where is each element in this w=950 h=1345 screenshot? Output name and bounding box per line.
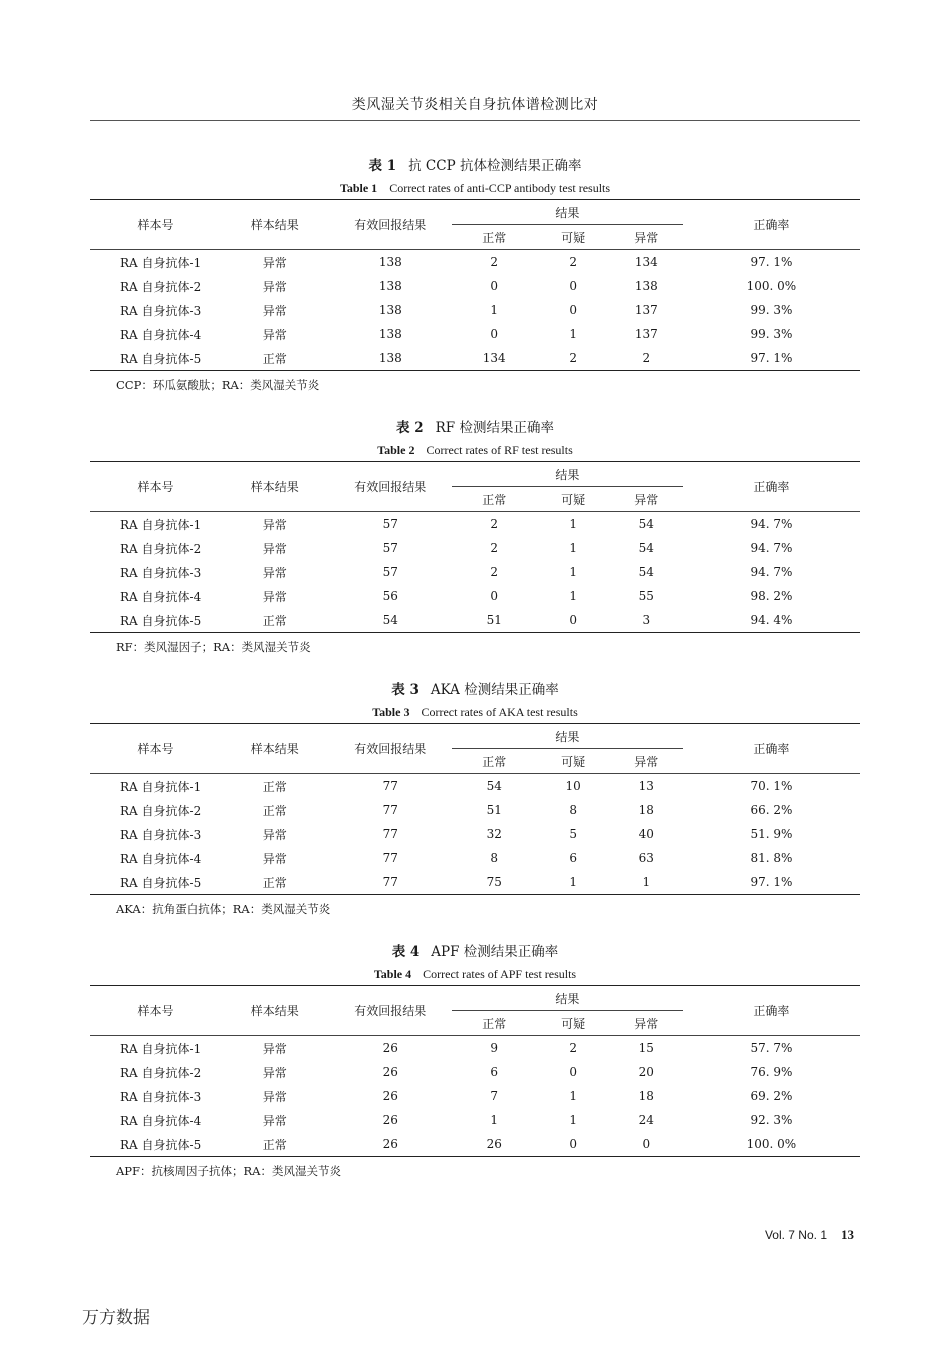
col-accuracy: 正确率 [683, 724, 860, 774]
col-valid-results: 有效回报结果 [329, 462, 452, 512]
table-cell: 2 [490, 255, 499, 269]
table-cell: 0 [490, 589, 499, 603]
table-footnote: CCP：环瓜氨酸肽；RA：类风湿关节炎 [116, 378, 320, 392]
table-cell: 0 [569, 303, 577, 317]
table-cell: 97. 1% [750, 255, 793, 269]
table-row [90, 1084, 860, 1108]
results-table [90, 461, 860, 633]
table-cell: 76. 9% [750, 1065, 793, 1079]
table-cell: 54 [638, 517, 654, 531]
table-header-row [90, 724, 860, 749]
table-title-cn: RF 检测结果正确率 [435, 420, 554, 436]
results-table [90, 723, 860, 895]
table-cell: 8 [490, 851, 499, 865]
table-caption-cn [90, 679, 860, 701]
table-cell: 70. 1% [750, 779, 793, 793]
table-cell: 26 [382, 1113, 398, 1127]
table-cell: 0 [490, 327, 499, 341]
table-cell: 7 [490, 1089, 499, 1103]
table-cell: RA 自身抗体-5 [90, 608, 221, 633]
table-cell: 异常 [262, 1089, 287, 1104]
col-doubtful: 可疑 [537, 225, 610, 250]
table-cell: 2 [610, 346, 683, 371]
table-cell: RA 自身抗体-3 [120, 827, 202, 842]
table-row [90, 274, 860, 298]
table-caption-en [90, 177, 860, 199]
table-cell: 57. 7% [750, 1041, 793, 1055]
table-cell: 1 [569, 541, 577, 555]
table-cell: 0 [610, 1132, 683, 1157]
table-title-cn: APF 检测结果正确率 [431, 944, 559, 960]
table-cell: 26 [382, 1065, 398, 1079]
table-cell: 75 [452, 870, 537, 895]
col-sample-no: 样本号 [90, 462, 221, 512]
table-cell: 异常 [262, 827, 287, 842]
table-label-cn: 表 2 [396, 420, 424, 436]
table-cell: 异常 [262, 1041, 287, 1056]
table-row [90, 322, 860, 346]
table-caption-cn [90, 941, 860, 963]
table-cell: RA 自身抗体-4 [120, 589, 202, 604]
col-doubtful: 可疑 [537, 487, 610, 512]
running-header: 类风湿关节炎相关自身抗体谱检测比对 [351, 97, 599, 113]
table-title-en: Correct rates of APF test results [423, 967, 577, 981]
table-cell: 异常 [262, 517, 287, 532]
table-cell: RA 自身抗体-2 [120, 1065, 202, 1080]
table-cell: 3 [610, 608, 683, 633]
col-sample-no: 样本号 [90, 986, 221, 1036]
table-cell: 138 [378, 255, 402, 269]
table-cell: 6 [490, 1065, 499, 1079]
table-cell: 15 [638, 1041, 654, 1055]
table-cell: 8 [569, 803, 577, 817]
table-cell: RA 自身抗体-1 [120, 255, 202, 270]
table-row [90, 774, 860, 799]
table-cell: RA 自身抗体-3 [120, 565, 202, 580]
table-cell: 2 [490, 541, 499, 555]
table-cell: 正常 [221, 870, 329, 895]
col-sample-no: 样本号 [90, 200, 221, 250]
page-footer [765, 1227, 854, 1243]
table-footnote: RF：类风湿因子；RA：类风湿关节炎 [116, 640, 311, 654]
table-cell: 24 [638, 1113, 654, 1127]
results-table [90, 985, 860, 1157]
table-row [90, 346, 860, 371]
table-caption-cn [90, 417, 860, 439]
table-cell: 77 [382, 803, 398, 817]
table-cell: 0 [537, 1132, 610, 1157]
table-title-en: Correct rates of RF test results [426, 443, 573, 457]
table-cell: 异常 [262, 589, 287, 604]
table-row [90, 798, 860, 822]
table-cell: 77 [382, 851, 398, 865]
table-cell: 异常 [262, 279, 287, 294]
table-cell: 138 [378, 303, 402, 317]
table-label-en: Table 2 [377, 443, 415, 457]
table-cell: 异常 [262, 565, 287, 580]
table-cell: 138 [634, 279, 658, 293]
table-cell: 54 [638, 565, 654, 579]
table-label-cn: 表 4 [391, 944, 420, 960]
table-cell: 137 [634, 327, 658, 341]
table-cell: 正常 [221, 346, 329, 371]
table-cell: 1 [569, 1089, 577, 1103]
table-cell: 异常 [262, 1065, 287, 1080]
table-cell: 57 [382, 517, 398, 531]
table-cell: 异常 [262, 303, 287, 318]
table-cell: 69. 2% [750, 1089, 793, 1103]
table-cell: 异常 [262, 1113, 287, 1128]
col-group-results: 结果 [452, 462, 683, 487]
table-title-en: Correct rates of AKA test results [421, 705, 578, 719]
table-cell: RA 自身抗体-3 [120, 1089, 202, 1104]
table-cell: RA 自身抗体-4 [120, 851, 202, 866]
table-caption-en [90, 701, 860, 723]
table-cell: 10 [565, 779, 581, 793]
col-doubtful: 可疑 [537, 749, 610, 774]
col-doubtful: 可疑 [537, 1011, 610, 1036]
table-title-cn: 抗 CCP 抗体检测结果正确率 [408, 158, 582, 174]
table-cell: 异常 [262, 851, 287, 866]
table-cell: 138 [329, 346, 452, 371]
table-cell: 0 [569, 279, 577, 293]
table-row [90, 512, 860, 537]
table-cell: 6 [569, 851, 577, 865]
table-cell: 2 [490, 517, 499, 531]
table-row [90, 536, 860, 560]
table-cell: 94. 7% [750, 565, 793, 579]
table-title-en: Correct rates of anti-CCP antibody test results [389, 181, 611, 195]
col-sample-result: 样本结果 [221, 986, 329, 1036]
watermark-text: 万方数据 [82, 1308, 150, 1328]
table-cell: 18 [638, 803, 654, 817]
table-cell: 1 [569, 517, 577, 531]
table-cell: 1 [569, 327, 577, 341]
table-cell: 134 [452, 346, 537, 371]
volume-label: Vol. 7 No. 1 [764, 1228, 827, 1242]
table-cell: 0 [569, 1065, 577, 1079]
col-accuracy: 正确率 [683, 200, 860, 250]
table-cell: 1 [569, 565, 577, 579]
table-cell: 异常 [262, 255, 287, 270]
table-label-en: Table 4 [373, 967, 412, 981]
col-normal: 正常 [452, 1011, 537, 1036]
col-valid-results: 有效回报结果 [329, 724, 452, 774]
col-group-results: 结果 [452, 724, 683, 749]
table-row [90, 584, 860, 608]
table-cell: 54 [638, 541, 654, 555]
table-cell: 100. 0% [683, 1132, 860, 1157]
table-cell: 56 [382, 589, 398, 603]
col-normal: 正常 [452, 749, 537, 774]
table-label-en: Table 1 [339, 181, 378, 195]
table-cell: 97. 1% [683, 346, 860, 371]
col-valid-results: 有效回报结果 [329, 200, 452, 250]
table-label-cn: 表 1 [368, 158, 397, 174]
table-cell: 99. 3% [750, 303, 793, 317]
table-row [90, 560, 860, 584]
table-cell: 51 [486, 803, 502, 817]
table-block-4 [90, 941, 860, 1179]
table-cell: 9 [490, 1041, 499, 1055]
table-row [90, 870, 860, 895]
table-cell: 57 [382, 541, 398, 555]
table-cell: 26 [382, 1041, 398, 1055]
table-cell: RA 自身抗体-4 [120, 1113, 202, 1128]
table-cell: RA 自身抗体-2 [120, 803, 202, 818]
col-valid-results: 有效回报结果 [329, 986, 452, 1036]
table-cell: 13 [638, 779, 654, 793]
table-cell: 138 [378, 279, 402, 293]
table-row [90, 608, 860, 633]
table-row [90, 298, 860, 322]
table-cell: 55 [638, 589, 654, 603]
table-cell: 2 [537, 346, 610, 371]
table-cell: 77 [382, 779, 398, 793]
results-table [90, 199, 860, 371]
table-cell: 26 [452, 1132, 537, 1157]
table-row [90, 1036, 860, 1061]
table-block-2 [90, 417, 860, 655]
table-row [90, 250, 860, 275]
table-cell: 正常 [262, 779, 287, 794]
table-cell: 77 [382, 827, 398, 841]
table-cell: 异常 [262, 541, 287, 556]
table-cell: 77 [329, 870, 452, 895]
table-caption-en [90, 439, 860, 461]
table-cell: 26 [382, 1089, 398, 1103]
table-header-row [90, 200, 860, 225]
table-cell: 99. 3% [750, 327, 793, 341]
table-header-row [90, 986, 860, 1011]
table-cell: 57 [382, 565, 398, 579]
table-cell: 138 [378, 327, 402, 341]
table-row [90, 822, 860, 846]
header-rule [90, 120, 860, 121]
table-cell: 18 [638, 1089, 654, 1103]
col-group-results: 结果 [452, 986, 683, 1011]
table-caption-en [90, 963, 860, 985]
table-block-1 [90, 155, 860, 393]
table-footnote: APF：抗核周因子抗体；RA：类风湿关节炎 [116, 1164, 341, 1178]
table-cell: 20 [638, 1065, 654, 1079]
table-cell: 63 [638, 851, 654, 865]
table-row [90, 846, 860, 870]
table-cell: 0 [490, 279, 499, 293]
col-group-results: 结果 [452, 200, 683, 225]
table-footnote: AKA：抗角蛋白抗体；RA：类风湿关节炎 [116, 902, 331, 916]
table-cell: 51. 9% [750, 827, 793, 841]
table-cell: RA 自身抗体-5 [90, 1132, 221, 1157]
table-cell: 54 [486, 779, 502, 793]
table-cell: RA 自身抗体-2 [120, 279, 202, 294]
table-cell: 2 [569, 1041, 577, 1055]
table-block-3 [90, 679, 860, 917]
table-cell: 5 [569, 827, 577, 841]
table-cell: 1 [490, 303, 499, 317]
table-cell: 异常 [262, 327, 287, 342]
table-cell: 1 [490, 1113, 499, 1127]
table-caption-cn [90, 155, 860, 177]
table-cell: 98. 2% [750, 589, 793, 603]
page-number: 13 [841, 1227, 854, 1242]
table-title-cn: AKA 检测结果正确率 [430, 682, 559, 698]
col-abnormal: 异常 [610, 487, 683, 512]
col-abnormal: 异常 [610, 1011, 683, 1036]
col-accuracy: 正确率 [683, 986, 860, 1036]
table-cell: 54 [329, 608, 452, 633]
table-cell: 26 [329, 1132, 452, 1157]
table-cell: 100. 0% [746, 279, 797, 293]
table-cell: 正常 [221, 1132, 329, 1157]
table-cell: 32 [486, 827, 502, 841]
table-cell: 2 [569, 255, 577, 269]
table-cell: 94. 4% [683, 608, 860, 633]
col-sample-result: 样本结果 [221, 462, 329, 512]
col-normal: 正常 [452, 225, 537, 250]
table-cell: 94. 7% [750, 541, 793, 555]
table-cell: 正常 [221, 608, 329, 633]
col-normal: 正常 [452, 487, 537, 512]
table-cell: RA 自身抗体-1 [120, 1041, 202, 1056]
table-cell: RA 自身抗体-1 [120, 779, 202, 794]
table-cell: RA 自身抗体-1 [120, 517, 202, 532]
table-label-cn: 表 3 [391, 682, 419, 698]
table-row [90, 1108, 860, 1132]
table-cell: 92. 3% [750, 1113, 793, 1127]
table-cell: RA 自身抗体-3 [120, 303, 202, 318]
table-cell: RA 自身抗体-5 [90, 870, 221, 895]
table-row [90, 1060, 860, 1084]
table-cell: 1 [537, 870, 610, 895]
table-cell: 81. 8% [750, 851, 793, 865]
table-cell: 0 [537, 608, 610, 633]
table-cell: 134 [634, 255, 658, 269]
table-cell: 97. 1% [683, 870, 860, 895]
table-label-en: Table 3 [372, 705, 410, 719]
table-cell: 66. 2% [750, 803, 793, 817]
col-sample-result: 样本结果 [221, 724, 329, 774]
table-cell: RA 自身抗体-4 [120, 327, 202, 342]
col-abnormal: 异常 [610, 225, 683, 250]
col-sample-no: 样本号 [90, 724, 221, 774]
col-abnormal: 异常 [610, 749, 683, 774]
col-accuracy: 正确率 [683, 462, 860, 512]
col-sample-result: 样本结果 [221, 200, 329, 250]
table-row [90, 1132, 860, 1157]
table-header-row [90, 462, 860, 487]
table-cell: 1 [610, 870, 683, 895]
table-cell: 137 [634, 303, 658, 317]
table-cell: RA 自身抗体-2 [120, 541, 202, 556]
table-cell: 1 [569, 589, 577, 603]
table-cell: 2 [490, 565, 499, 579]
table-cell: 1 [569, 1113, 577, 1127]
table-cell: 正常 [262, 803, 287, 818]
table-cell: 51 [452, 608, 537, 633]
table-cell: RA 自身抗体-5 [90, 346, 221, 371]
table-cell: 94. 7% [750, 517, 793, 531]
table-cell: 40 [638, 827, 654, 841]
